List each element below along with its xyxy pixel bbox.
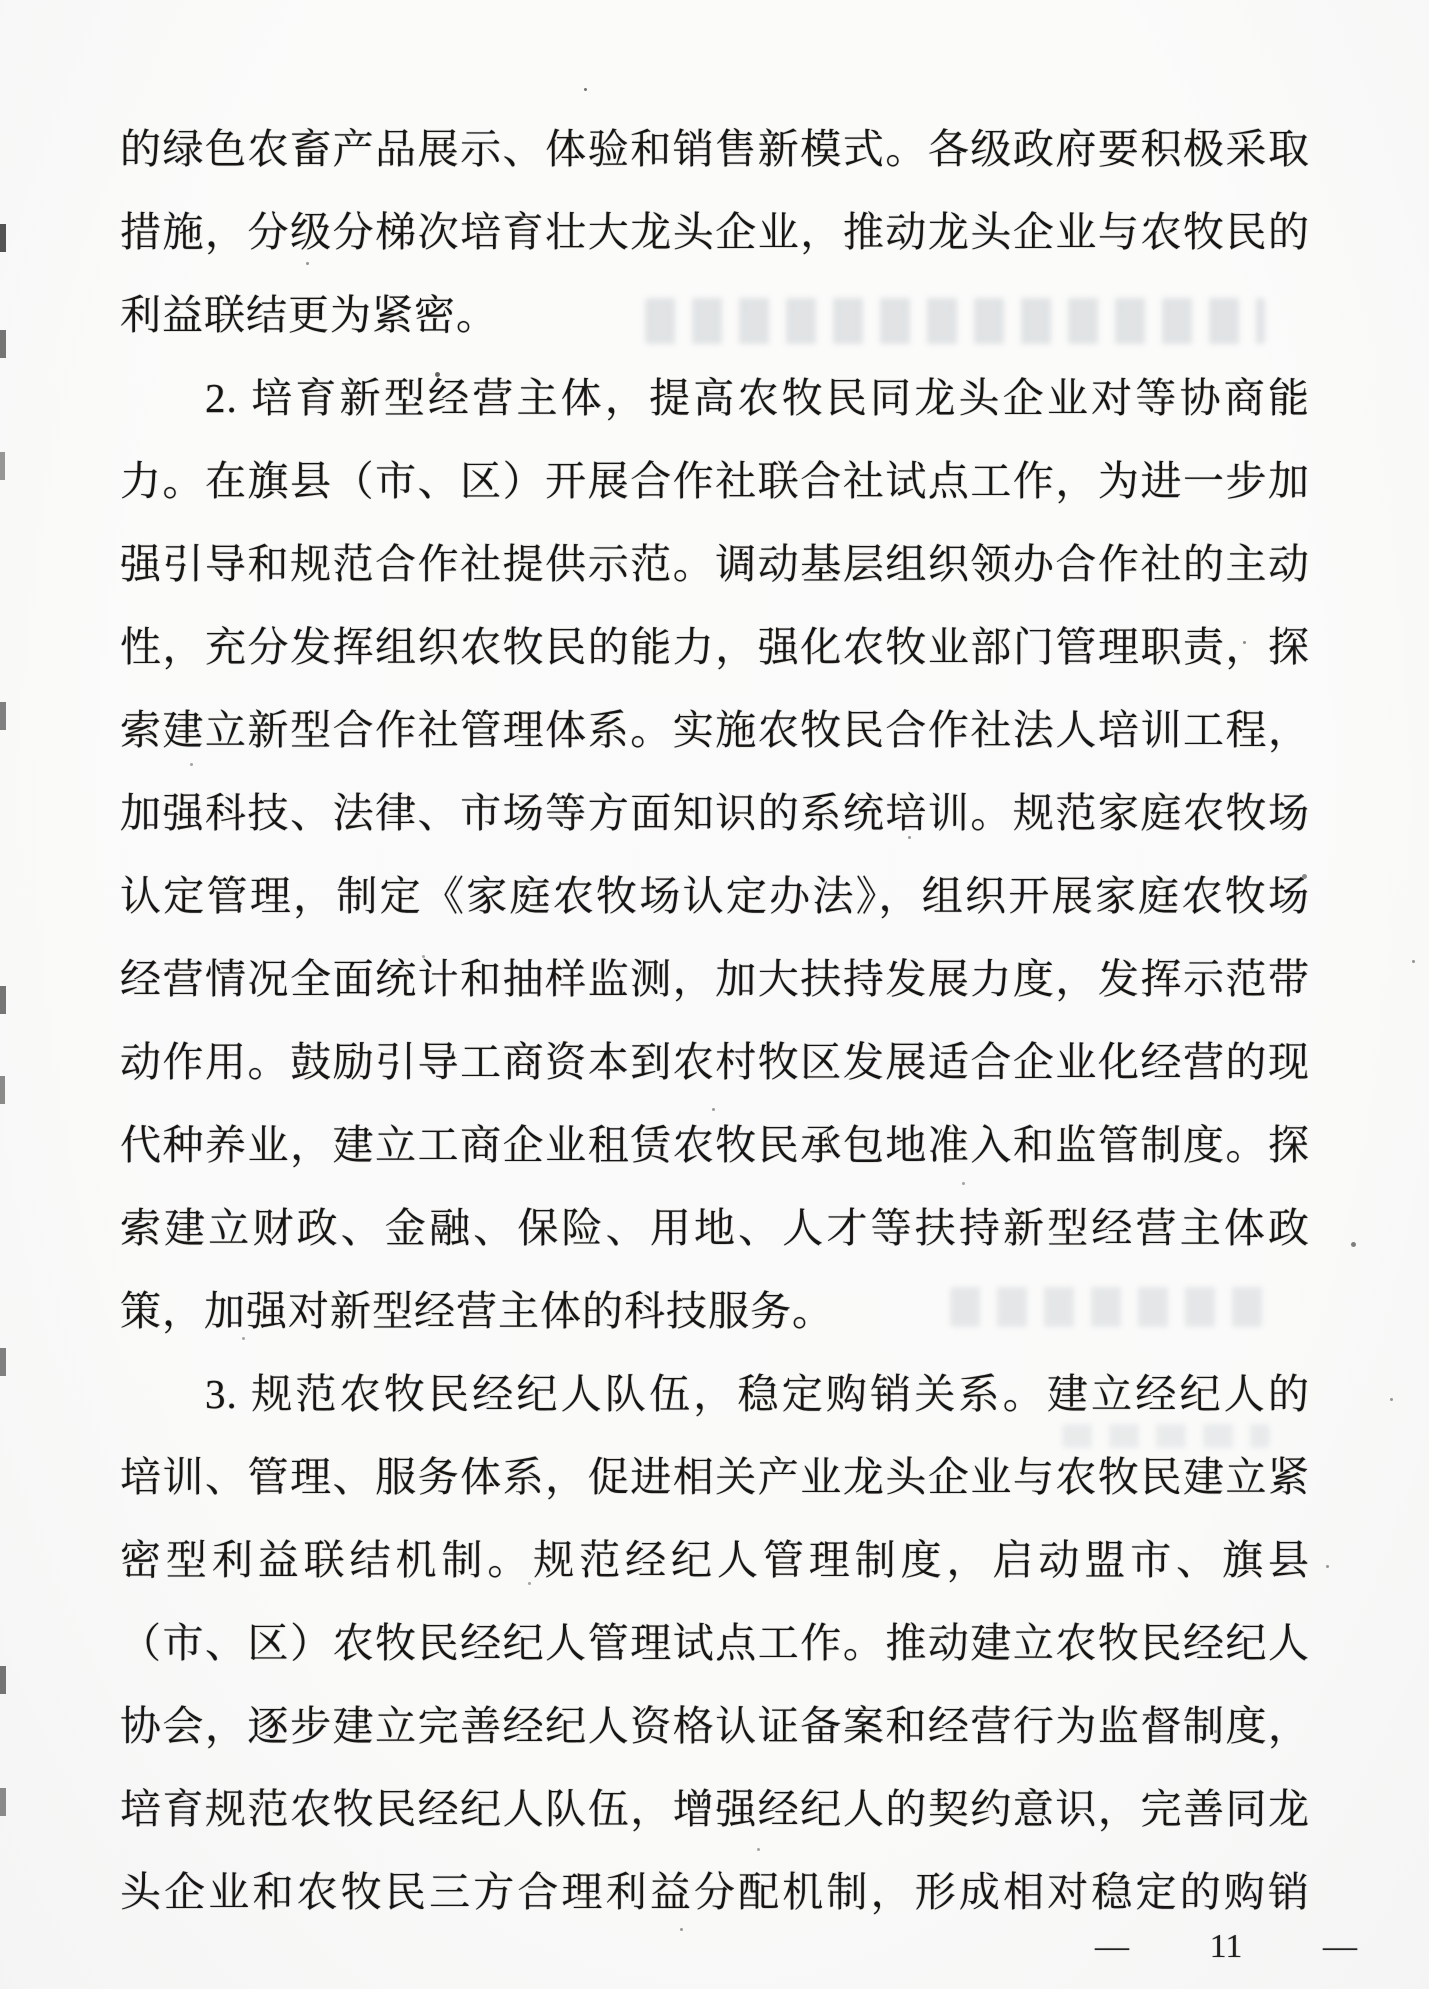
text-line: 2. 培育新型经营主体，提高农牧民同龙头企业对等协商能 bbox=[205, 375, 1310, 421]
text-line: 培育规范农牧民经纪人队伍，增强经纪人的契约意识，完善同龙 bbox=[120, 1786, 1310, 1832]
text-line: 索建立财政、金融、保险、用地、人才等扶持新型经营主体政 bbox=[120, 1205, 1310, 1251]
text-line: 培训、管理、服务体系，促进相关产业龙头企业与农牧民建立紧 bbox=[120, 1454, 1310, 1500]
text-line: 3. 规范农牧民经纪人队伍，稳定购销关系。建立经纪人的 bbox=[205, 1371, 1310, 1417]
text-line: 加强科技、法律、市场等方面知识的系统培训。规范家庭农牧场 bbox=[120, 790, 1310, 836]
text-line: 力。在旗县（市、区）开展合作社联合社试点工作，为进一步加 bbox=[120, 458, 1310, 504]
text-line: 头企业和农牧民三方合理利益分配机制，形成相对稳定的购销 bbox=[120, 1869, 1310, 1915]
bleedthrough-artifact bbox=[1062, 1424, 1270, 1448]
bleedthrough-artifact bbox=[950, 1287, 1272, 1327]
text-line: 动作用。鼓励引导工商资本到农村牧区发展适合企业化经营的现 bbox=[120, 1039, 1310, 1085]
text-line: 认定管理，制定《家庭农牧场认定办法》，组织开展家庭农牧场 bbox=[120, 873, 1310, 919]
text-line: 利益联结更为紧密。 bbox=[120, 292, 498, 338]
text-line: 的绿色农畜产品展示、体验和销售新模式。各级政府要积极采取 bbox=[120, 126, 1310, 172]
text-line: 措施，分级分梯次培育壮大龙头企业，推动龙头企业与农牧民的 bbox=[120, 209, 1310, 255]
text-line: 代种养业，建立工商企业租赁农牧民承包地准入和监管制度。探 bbox=[120, 1122, 1310, 1168]
scan-edge-artifacts bbox=[0, 0, 6, 28]
text-line: 策，加强对新型经营主体的科技服务。 bbox=[120, 1288, 834, 1334]
text-line: 协会，逐步建立完善经纪人资格认证备案和经营行为监督制度， bbox=[120, 1703, 1310, 1749]
text-line: 密型利益联结机制。规范经纪人管理制度，启动盟市、旗县 bbox=[120, 1537, 1310, 1583]
page-number-dash-right: — bbox=[1323, 1928, 1357, 1965]
page-number bbox=[1095, 1928, 1357, 1966]
text-line: 强引导和规范合作社提供示范。调动基层组织领办合作社的主动 bbox=[120, 541, 1310, 587]
bleedthrough-artifact bbox=[645, 298, 1265, 344]
text-line: （市、区）农牧民经纪人管理试点工作。推动建立农牧民经纪人 bbox=[120, 1620, 1310, 1666]
text-line: 索建立新型合作社管理体系。实施农牧民合作社法人培训工程， bbox=[120, 707, 1310, 753]
document-body bbox=[120, 108, 1310, 1934]
text-line: 性，充分发挥组织农牧民的能力，强化农牧业部门管理职责，探 bbox=[120, 624, 1310, 670]
page-number-value: 11 bbox=[1209, 1928, 1243, 1965]
page-number-dash-left: — bbox=[1095, 1928, 1129, 1965]
text-line: 经营情况全面统计和抽样监测，加大扶持发展力度，发挥示范带 bbox=[120, 956, 1310, 1002]
